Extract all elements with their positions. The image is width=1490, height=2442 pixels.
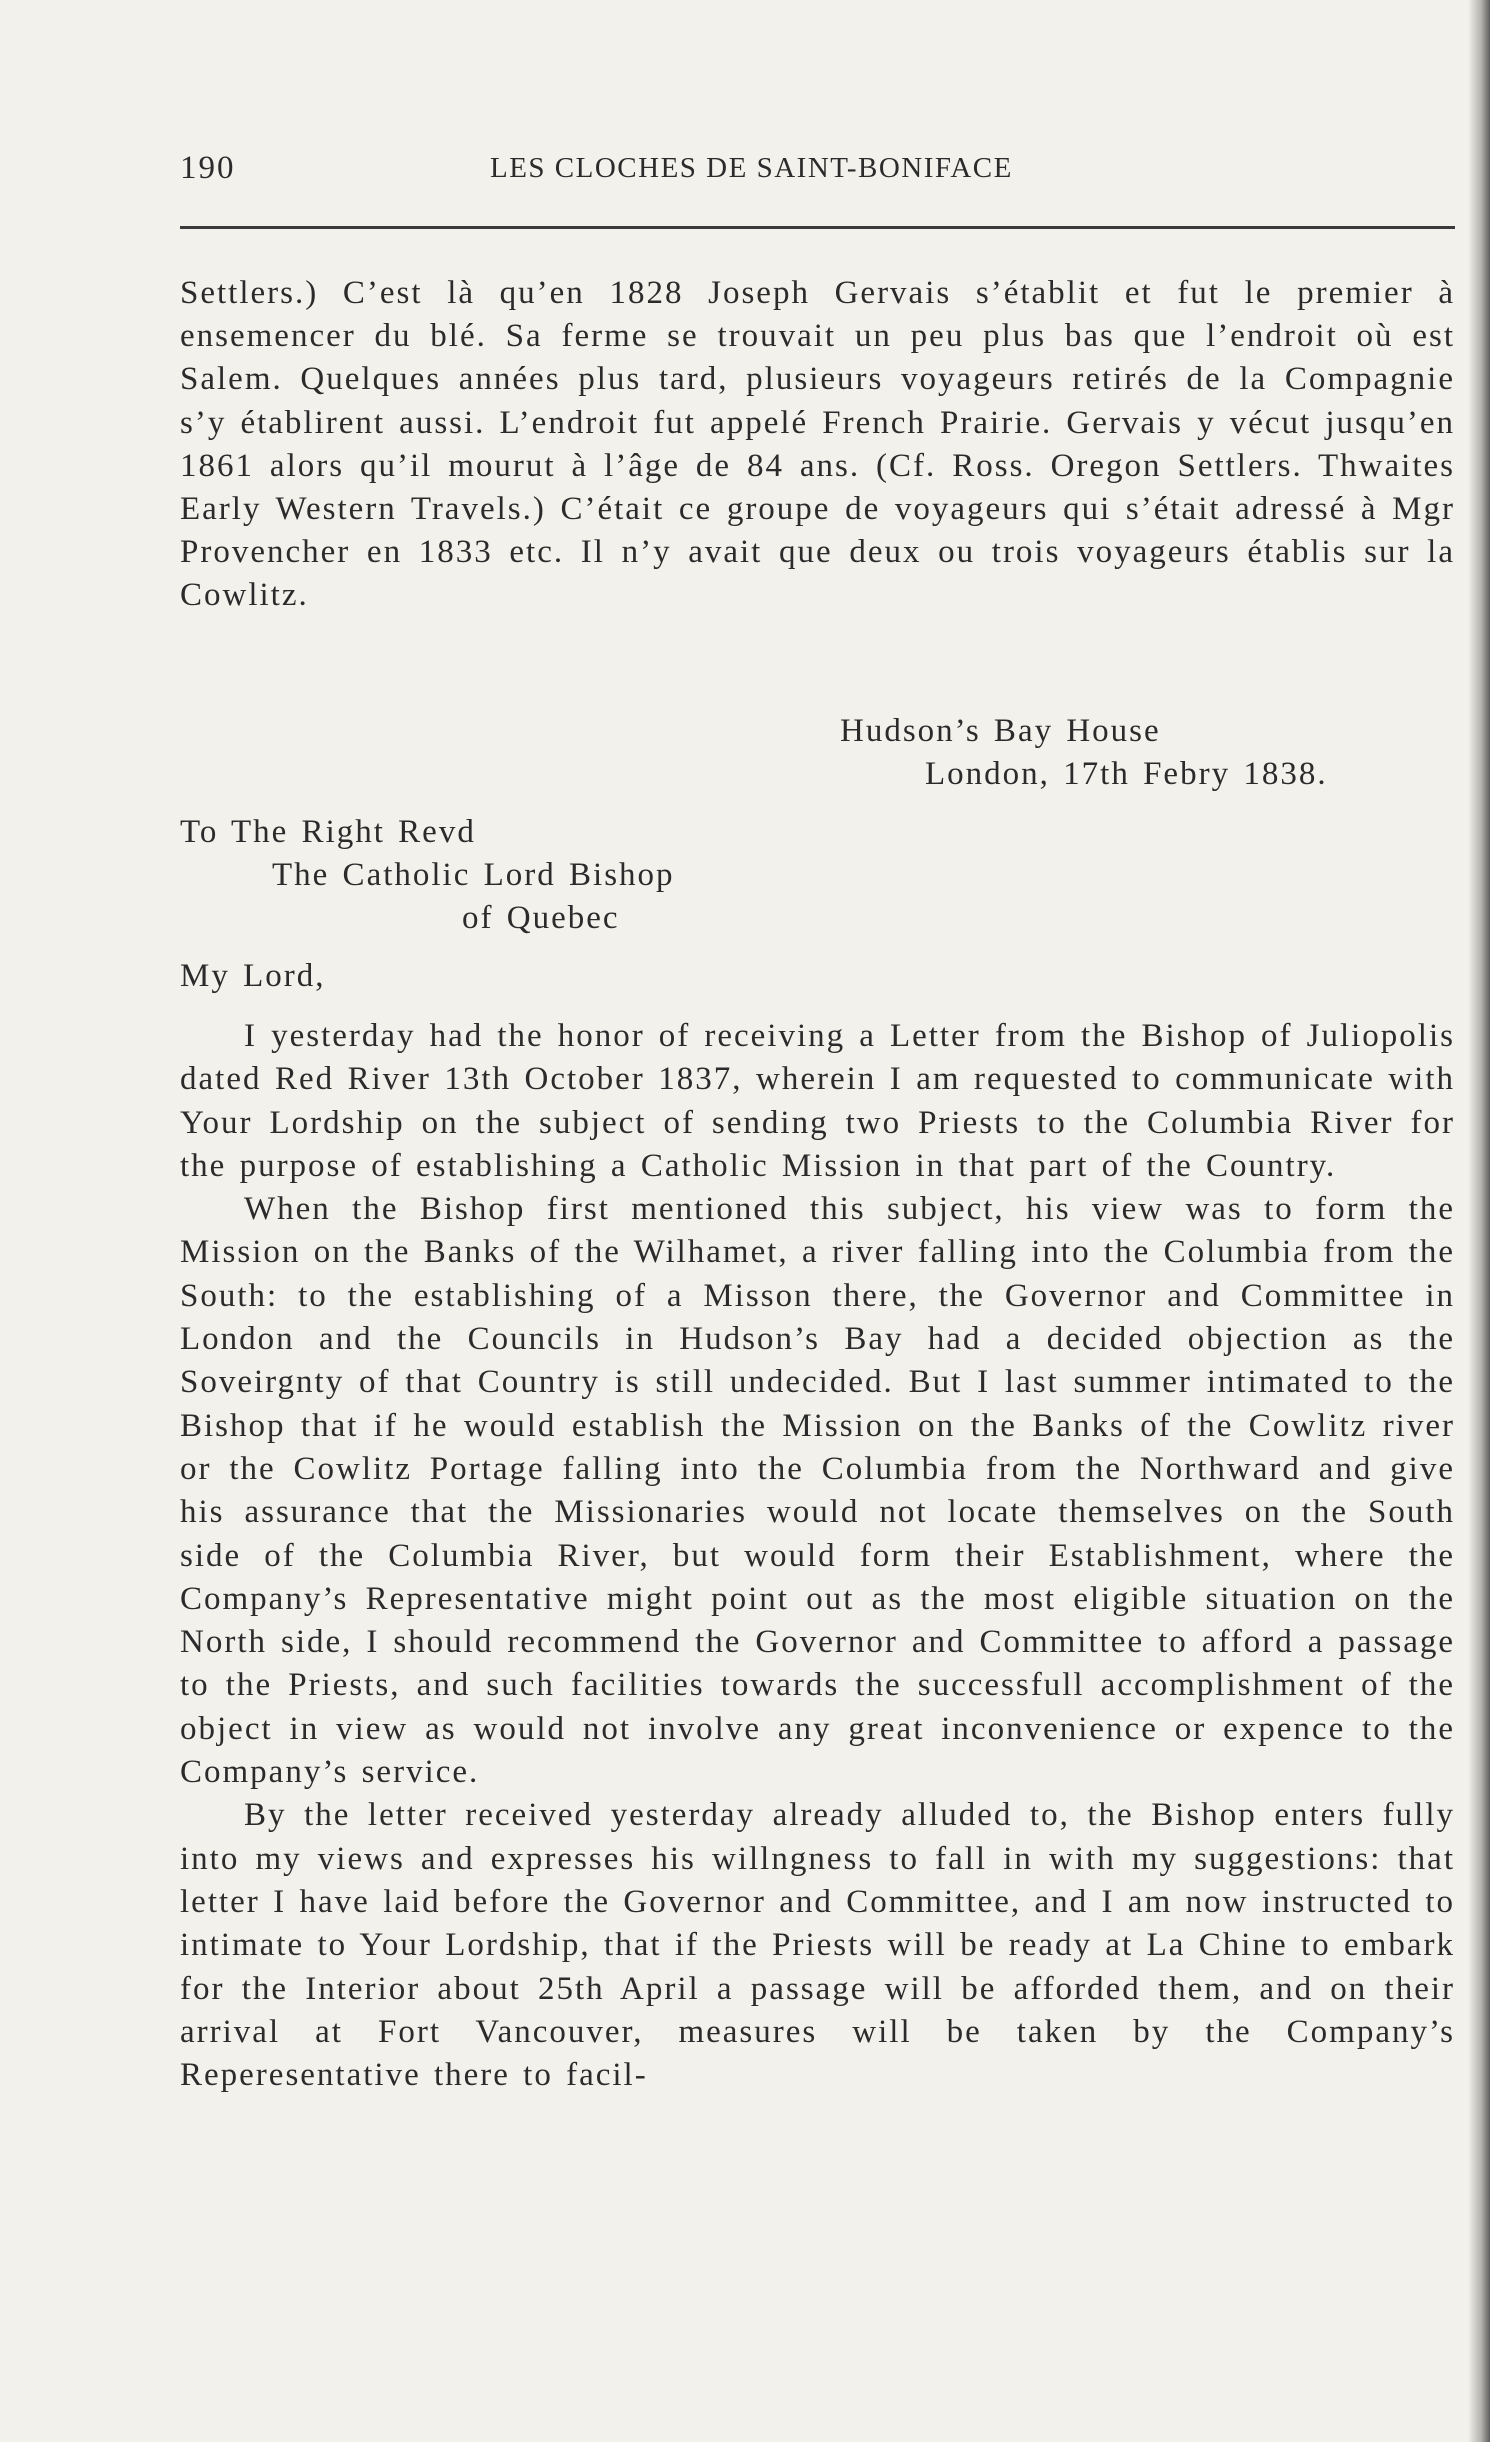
page-header [180,150,1450,200]
letter-paragraph: I yesterday had the honor of receiving a Letter from the Bishop of Juliopolis dated Red River 13th October 1837, wherein I am requested to communicate with Your Lordship on the subject of sending two Priests to the Columbia River for the purpose of establishing a Catholic Mission in that part of the Country. [180,1018,1455,1184]
address-line-1: To The Right Revd [180,814,476,850]
letter-paragraph: When the Bishop first mentioned this subject, his view was to form the Mission on the Banks of the Wilhamet, a river falling into the Columbia from the South: to the establishing of a Misson there, the Governor and Committee in London and the Councils in Hudson’s Bay had a decided objection as the Soveirgnty of that Country is still undecided. But I last summer intimated to the Bishop that if he would establish the Mission on the Banks of the Cowlitz river or the Cowlitz Portage falling into the Columbia from the Northward and give his assurance that the Missionaries would not locate themselves on the South side of the Columbia River, but would form their Establishment, where the Company’s Representative might point out as the most eligible situation on the North side, I should recommend the Governor and Committee to afford a passage to the Priests, and such facilities towards the successfull accomplishment of the object in view as would not involve any great inconvenience or expence to the Company’s service. [180,1191,1455,1791]
letter-paragraph: By the letter received yesterday already alluded to, the Bishop enters fully into my views and expresses his willngness to fall in with my suggestions: that letter I have laid before the Governor and Committee, and I am now instructed to intimate to Your Lordship, that if the Priests will be ready at La Chine to embark for the Interior about 25th April a passage will be afforded them, and on their arrival at Fort Vancouver, measures will be taken by the Company’s Reperesentative there to facil- [180,1797,1455,2094]
letter-body [180,1015,1455,2097]
page-number: 190 [180,150,236,186]
letter-place: Hudson’s Bay House [840,713,1161,749]
running-title: LES CLOCHES DE SAINT-BONIFACE [490,152,1013,184]
header-rule [180,226,1455,229]
intro-paragraph: Settlers.) C’est là qu’en 1828 Joseph Gervais s’établit et fut le premier à ensemencer du blé. Sa ferme se trouvait un peu plus bas que l’endroit où est Salem. Quelques années plus tard, plusieurs voyageurs retirés de la Compagnie s’y établirent aussi. L’endroit fut appelé French Prairie. Gervais y vécut jusqu’en 1861 alors qu’il mourut à l’âge de 84 ans. (Cf. Ross. Oregon Settlers. Thwaites Early Western Travels.) C’était ce groupe de voyageurs qui s’était adressé à Mgr Provencher en 1833 etc. Il n’y avait que deux ou trois voyageurs établis sur la Cowlitz. [180,275,1455,614]
letter-date: London, 17th Febry 1838. [925,756,1328,792]
address-line-2: The Catholic Lord Bishop [272,857,675,893]
page-edge-shadow [1468,0,1490,2442]
letter-salutation: My Lord, [180,958,326,994]
address-line-3: of Quebec [462,900,620,936]
